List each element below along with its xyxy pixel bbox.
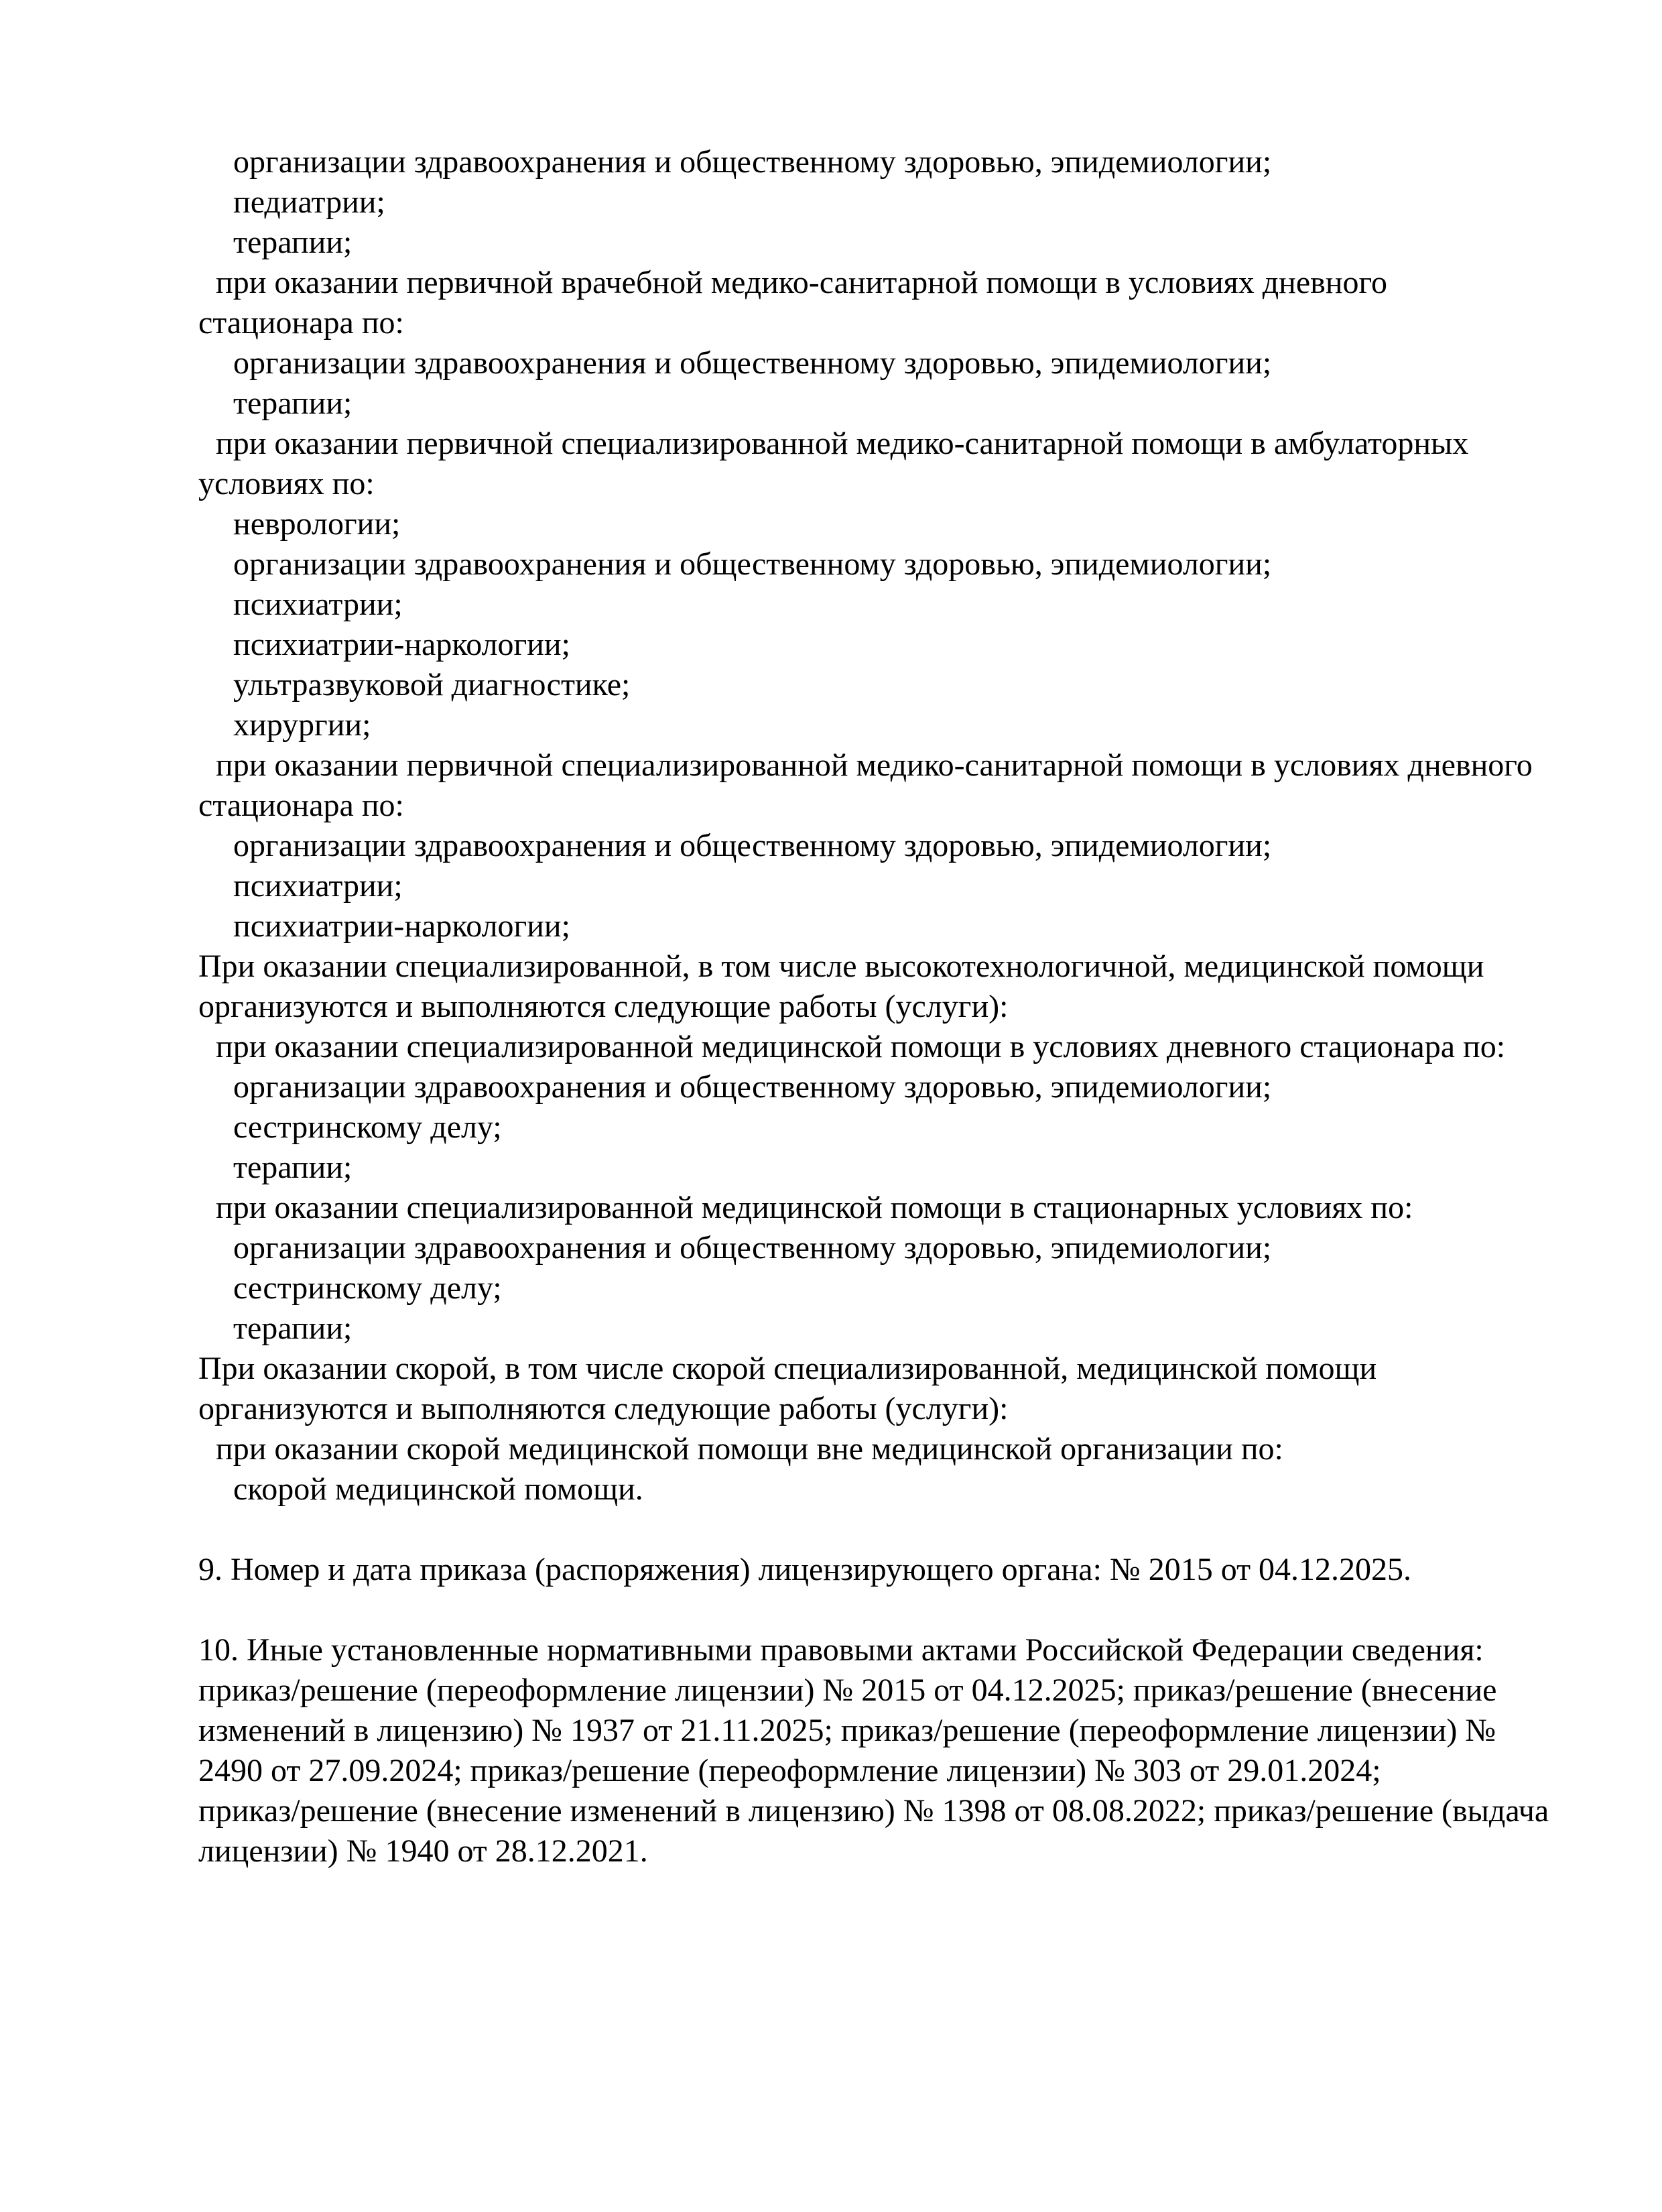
document-line: организации здравоохранения и общественному здоровью, эпидемиологии; [233,828,1272,863]
document-line: 9. Номер и дата приказа (распоряжения) лицензирующего органа: № 2015 от 04.12.2025. [198,1552,1412,1587]
document-line: стационара по: [198,305,404,341]
document-line: сестринскому делу; [233,1270,502,1306]
document-line: при оказании специализированной медицинской помощи в стационарных условиях по: [216,1190,1413,1225]
document-line: терапии; [233,1150,353,1185]
document-body [198,142,1549,1871]
document-line: неврологии; [233,506,401,542]
document-line: терапии; [233,225,353,260]
document-line: организации здравоохранения и общественному здоровью, эпидемиологии; [233,1069,1272,1105]
document-line: терапии; [233,385,353,421]
document-line [198,1590,1512,1630]
document-line: при оказании скорой медицинской помощи вне медицинской организации по: [216,1431,1283,1467]
document-line: При оказании скорой, в том числе скорой специализированной, медицинской помощи [198,1351,1377,1386]
document-line: психиатрии; [233,868,403,904]
document-line: при оказании первичной специализированной медико-санитарной помощи в амбулаторных [216,426,1469,461]
document-line: стационара по: [198,788,404,823]
document-line: 2490 от 27.09.2024; приказ/решение (переоформление лицензии) № 303 от 29.01.2024; [198,1753,1381,1788]
document-line: психиатрии-наркологии; [233,908,570,944]
document-line: При оказании специализированной, в том числе высокотехнологичной, медицинской помощи [198,948,1484,984]
document-line: 10. Иные установленные нормативными правовыми актами Российской Федерации сведения: [198,1632,1484,1668]
document-line: психиатрии-наркологии; [233,627,570,662]
document-line: приказ/решение (внесение изменений в лицензию) № 1398 от 08.08.2022; приказ/решение (выдача [198,1793,1549,1829]
document-line: условиях по: [198,466,375,501]
document-line: организуются и выполняются следующие работы (услуги): [198,1391,1009,1426]
document-line: при оказании первичной специализированной медико-санитарной помощи в условиях дневного [216,747,1533,783]
document-line: организации здравоохранения и общественному здоровью, эпидемиологии; [233,345,1272,381]
document-line: педиатрии; [233,184,385,220]
document-line: лицензии) № 1940 от 28.12.2021. [198,1833,648,1869]
document-line: при оказании специализированной медицинской помощи в условиях дневного стационара по: [216,1029,1506,1064]
document-line: психиатрии; [233,587,403,622]
document-line: ультразвуковой диагностике; [233,667,631,702]
document-line: сестринскому делу; [233,1109,502,1145]
document-line: организации здравоохранения и общественному здоровью, эпидемиологии; [233,1230,1272,1266]
document-line: организации здравоохранения и общественному здоровью, эпидемиологии; [233,144,1272,180]
document-line: хирургии; [233,707,371,743]
document-line [198,1510,1512,1550]
document-line: организуются и выполняются следующие работы (услуги): [198,989,1009,1024]
document-line: при оказании первичной врачебной медико-санитарной помощи в условиях дневного [216,265,1387,300]
document-line: организации здравоохранения и общественному здоровью, эпидемиологии; [233,546,1272,582]
document-line: изменений в лицензию) № 1937 от 21.11.2025; приказ/решение (переоформление лицензии) № [198,1713,1496,1748]
document-line: приказ/решение (переоформление лицензии) № 2015 от 04.12.2025; приказ/решение (внесение [198,1672,1497,1708]
document-line: терапии; [233,1310,353,1346]
document-line: скорой медицинской помощи. [233,1471,643,1507]
